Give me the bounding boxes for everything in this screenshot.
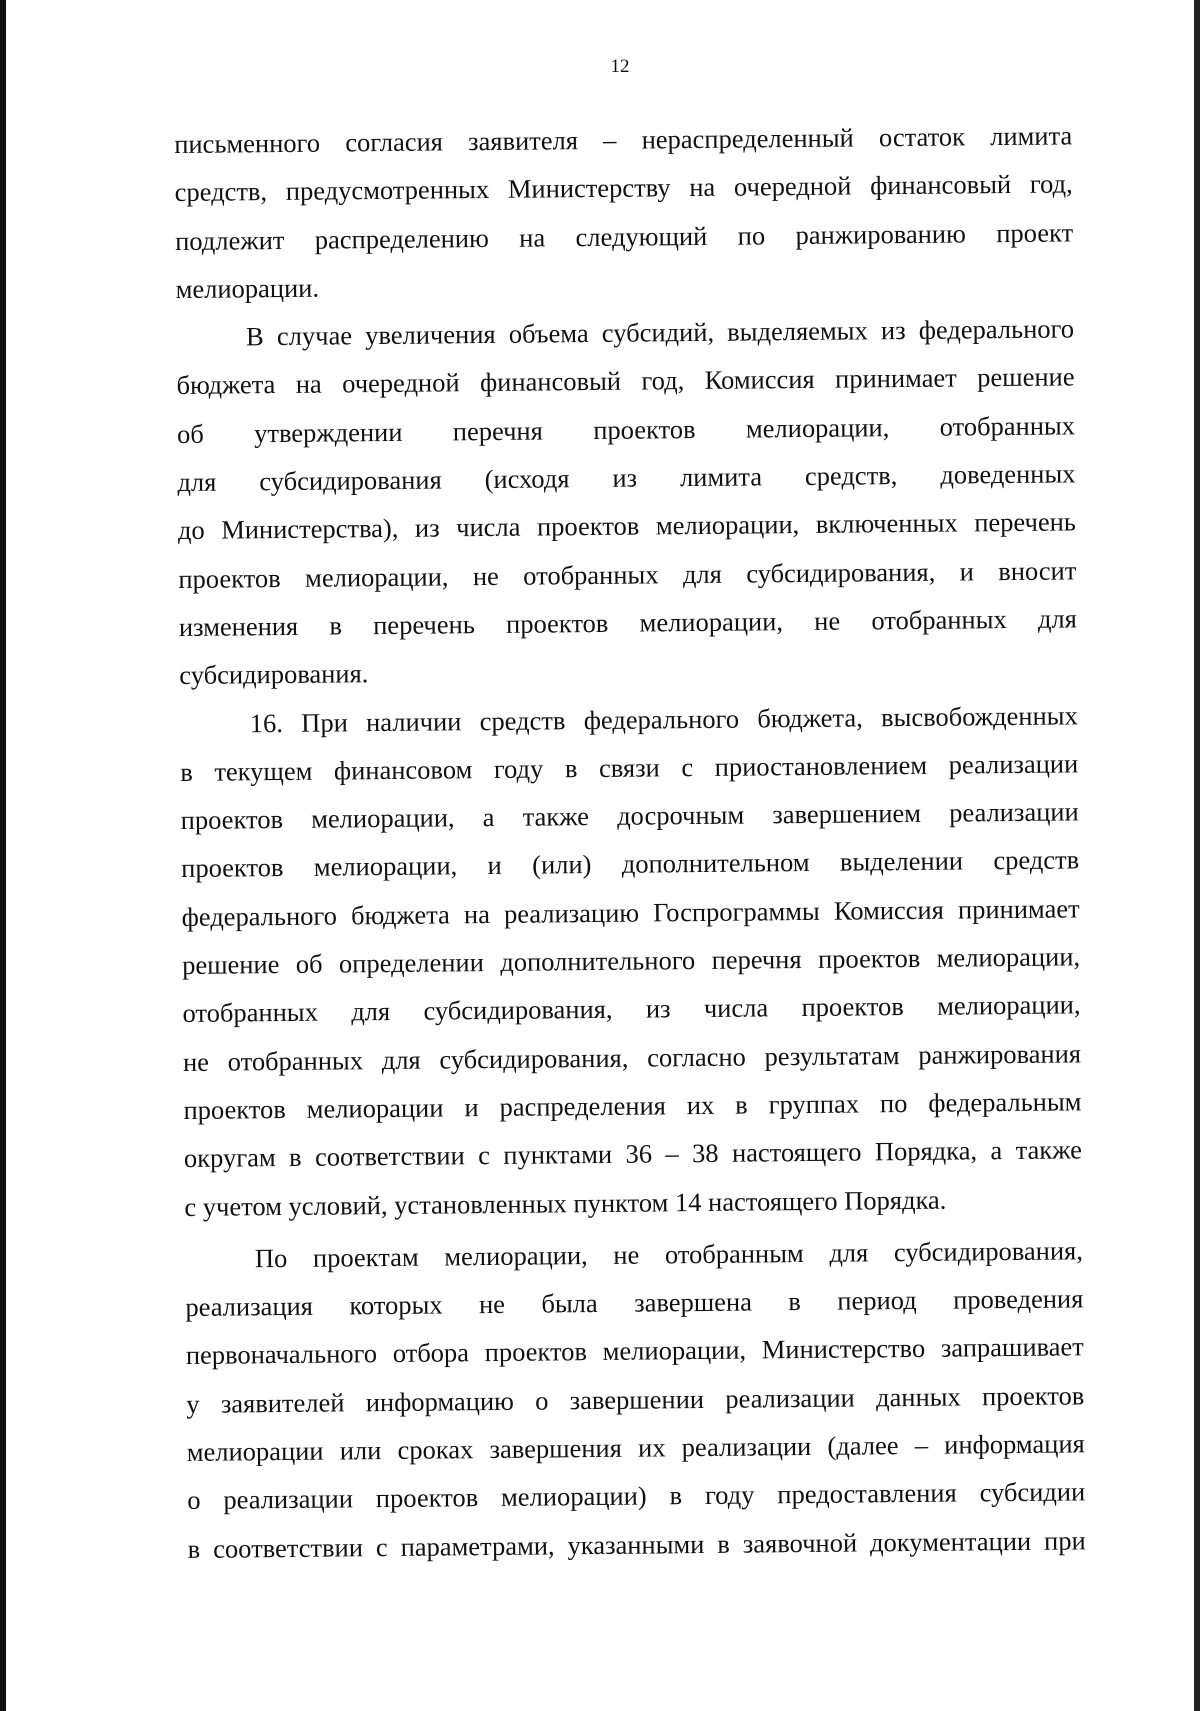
scan-edge-right [1194,0,1200,1711]
text-line: федерального бюджета на реализацию Госпрограммы Комиссия принимает [181,893,1080,932]
text-line: до Министерства), из числа проектов мелиорации, включенных перечень [177,506,1077,546]
text-line: письменного согласия заявителя – нераспределенный остаток лимита [174,120,1073,159]
text-line: для субсидирования (исходя из лимита средств, доведенных [177,458,1076,498]
text-line: в текущем финансовом году в связи с приостановлением реализации [180,748,1079,787]
text-line: не отобранных для субсидирования, согласно результатам ранжирования [182,1037,1082,1077]
text-line: отобранных для субсидирования, из числа проектов мелиорации, [182,989,1081,1029]
text-line: 16. При наличии средств федерального бюджета, высвобожденных [249,699,1078,738]
text-line: у заявителей информацию о завершении реализации данных проектов [186,1380,1085,1419]
text-line: проектов мелиорации, и (или) дополнительном выделении средств [181,844,1080,884]
paragraph-3 [180,691,1083,1231]
document-body [174,111,1086,1572]
text-line: бюджета на очередной финансовый год, Комиссия принимает решение [176,361,1075,401]
text-line: проектов мелиорации, а также досрочным завершением реализации [180,796,1079,836]
paragraph-1 [174,111,1074,313]
text-line: средств, предусмотренных Министерству на очередной финансовый год, [174,168,1073,208]
text-line: в соответствии с параметрами, указанными в заявочной документации при [187,1524,1086,1564]
text-line: мелиорации. [175,272,320,304]
text-line: По проектам мелиорации, не отобранным для субсидирования, [254,1235,1084,1274]
text-line: проектов мелиорации, не отобранных для субсидирования, и вносит [178,555,1077,594]
text-line: подлежит распределению на следующий по ранжированию проект [175,216,1074,256]
text-line: об утверждении перечня проектов мелиорации, отобранных [176,410,1076,449]
text-line: округам в соответствии с пунктами 36 – 38 настоящего Порядка, а также [183,1134,1083,1174]
text-line: субсидирования. [179,658,369,691]
text-line: мелиорации или сроках завершения их реализации (далее – информация [186,1428,1085,1467]
text-line: первоначального отбора проектов мелиорации, Министерство запрашивает [185,1331,1084,1371]
text-line: реализация которых не была завершена в период проведения [185,1283,1084,1323]
text-line: с учетом условий, установленных пунктом 14 настоящего Порядка. [184,1184,947,1222]
paragraph-4 [185,1226,1086,1573]
page-number: 12 [610,56,630,77]
text-line: изменения в перечень проектов мелиорации, не отобранных для [178,603,1077,642]
text-line: В случае увеличения объема субсидий, выделяемых из федерального [245,313,1075,352]
scan-edge-left [0,0,6,1711]
paragraph-2 [176,305,1078,700]
text-line: о реализации проектов мелиорации) в году предоставления субсидии [187,1476,1086,1516]
text-line: проектов мелиорации и распределения их в группах по федеральным [183,1086,1082,1125]
text-line: решение об определении дополнительного перечня проектов мелиорации, [181,941,1081,981]
